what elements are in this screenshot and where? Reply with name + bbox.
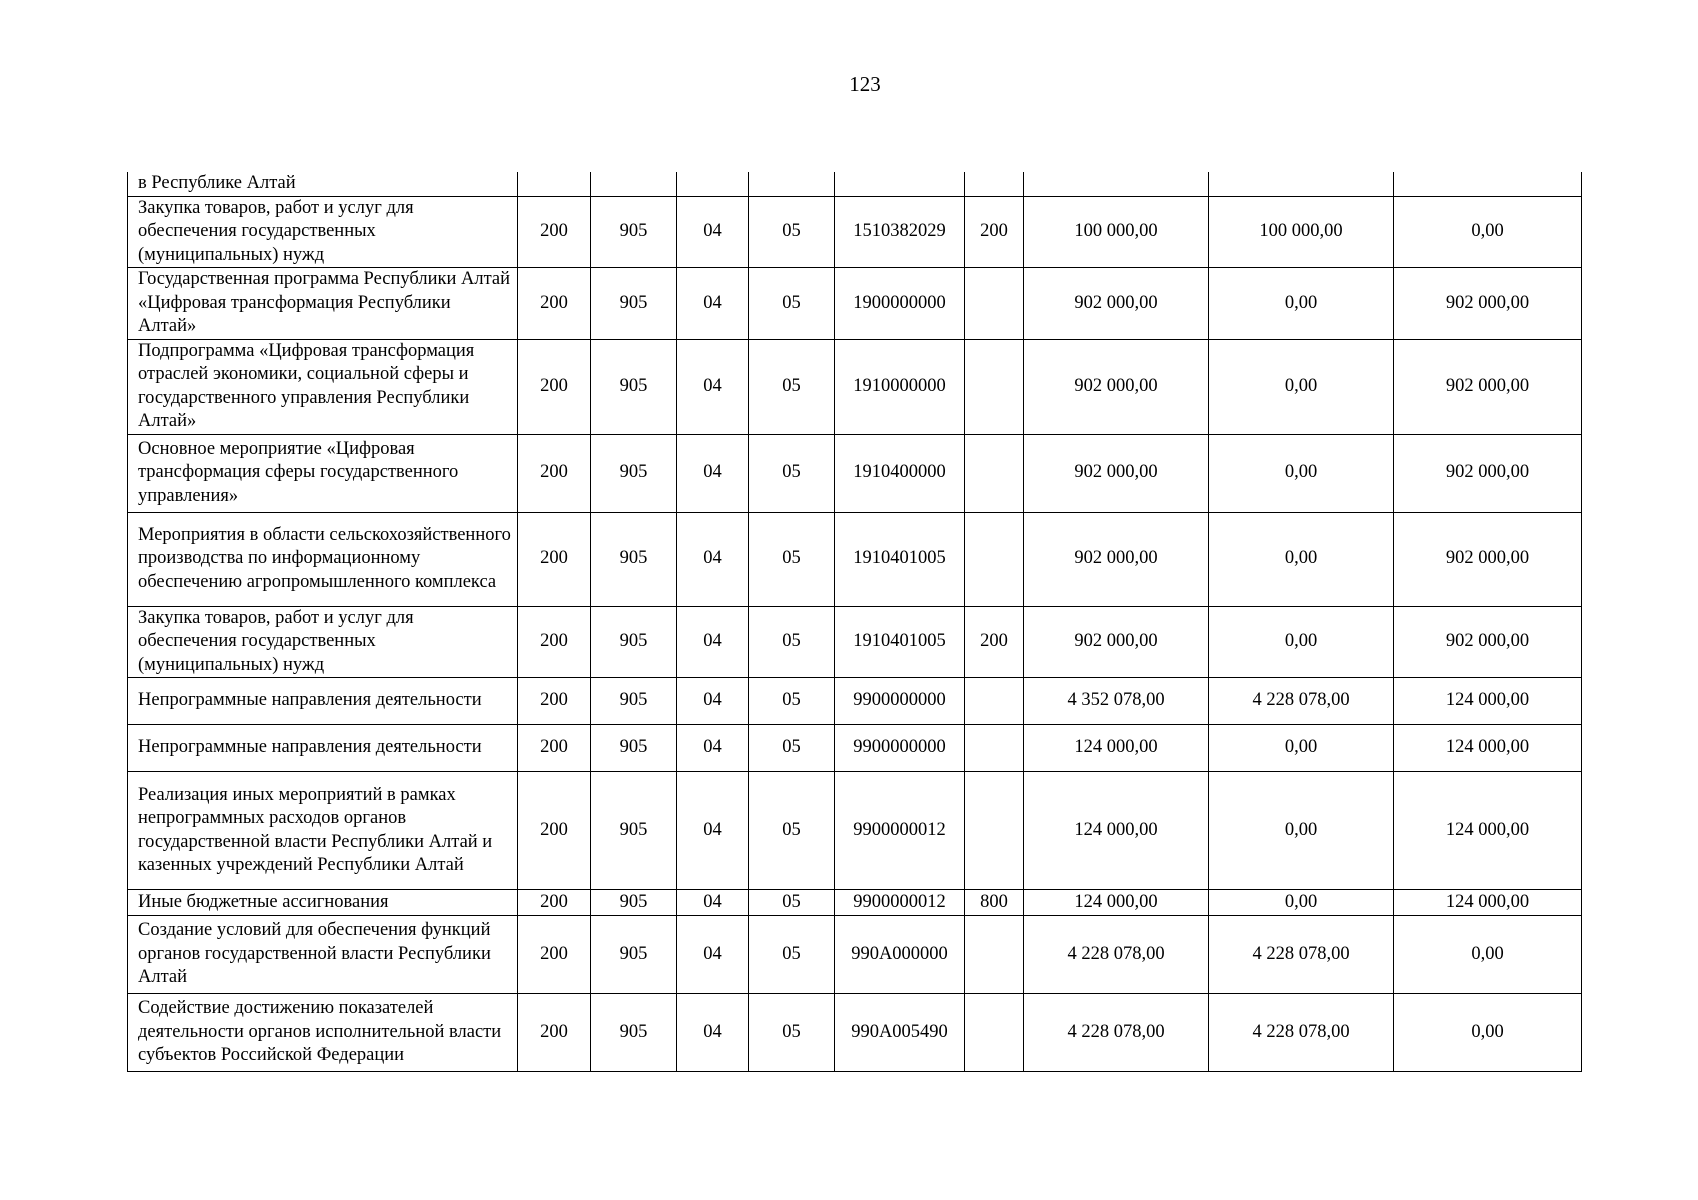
table-row bbox=[128, 916, 1582, 994]
cell-code-4: 05 bbox=[749, 606, 835, 678]
cell-code-2: 905 bbox=[591, 268, 677, 340]
cell-code-2: 905 bbox=[591, 339, 677, 434]
cell-code-6 bbox=[965, 512, 1024, 606]
cell-code-2: 905 bbox=[591, 512, 677, 606]
table-row bbox=[128, 994, 1582, 1072]
cell-code-3: 04 bbox=[677, 678, 749, 725]
row-description: Закупка товаров, работ и услуг для обеспечения государственных (муниципальных) нужд bbox=[128, 606, 518, 678]
cell-code-4: 05 bbox=[749, 196, 835, 268]
cell-amount-1: 124 000,00 bbox=[1024, 772, 1209, 890]
cell-code-1 bbox=[518, 172, 591, 196]
table-row bbox=[128, 172, 1582, 196]
table-row bbox=[128, 434, 1582, 512]
cell-amount-3: 0,00 bbox=[1394, 916, 1582, 994]
cell-code-2: 905 bbox=[591, 678, 677, 725]
page-number: 123 bbox=[849, 72, 881, 96]
cell-code-6: 200 bbox=[965, 196, 1024, 268]
cell-amount-1: 902 000,00 bbox=[1024, 339, 1209, 434]
cell-code-5: 1900000000 bbox=[835, 268, 965, 340]
cell-code-1: 200 bbox=[518, 725, 591, 772]
table-row bbox=[128, 678, 1582, 725]
table-row bbox=[128, 606, 1582, 678]
cell-amount-2: 0,00 bbox=[1209, 772, 1394, 890]
cell-code-1: 200 bbox=[518, 512, 591, 606]
cell-code-3: 04 bbox=[677, 725, 749, 772]
cell-code-2: 905 bbox=[591, 606, 677, 678]
cell-amount-3: 0,00 bbox=[1394, 196, 1582, 268]
cell-code-6 bbox=[965, 678, 1024, 725]
cell-code-6 bbox=[965, 772, 1024, 890]
cell-code-4: 05 bbox=[749, 994, 835, 1072]
cell-code-5: 9900000000 bbox=[835, 725, 965, 772]
cell-amount-3: 0,00 bbox=[1394, 994, 1582, 1072]
cell-code-6 bbox=[965, 268, 1024, 340]
cell-code-1: 200 bbox=[518, 434, 591, 512]
table-row bbox=[128, 772, 1582, 890]
row-description: Подпрограмма «Цифровая трансформация отраслей экономики, социальной сферы и государственного управления Республики Алтай» bbox=[128, 339, 518, 434]
cell-code-1: 200 bbox=[518, 268, 591, 340]
cell-code-1: 200 bbox=[518, 772, 591, 890]
cell-code-1: 200 bbox=[518, 678, 591, 725]
row-description: Мероприятия в области сельскохозяйственного производства по информационному обеспечению агропромышленного комплекса bbox=[128, 512, 518, 606]
cell-code-6 bbox=[965, 339, 1024, 434]
cell-code-2: 905 bbox=[591, 196, 677, 268]
cell-code-3: 04 bbox=[677, 434, 749, 512]
cell-amount-2: 0,00 bbox=[1209, 339, 1394, 434]
cell-code-2: 905 bbox=[591, 725, 677, 772]
cell-amount-3: 902 000,00 bbox=[1394, 268, 1582, 340]
cell-code-4: 05 bbox=[749, 268, 835, 340]
cell-code-5: 9900000012 bbox=[835, 890, 965, 916]
cell-code-1: 200 bbox=[518, 339, 591, 434]
cell-code-3: 04 bbox=[677, 772, 749, 890]
table-row bbox=[128, 512, 1582, 606]
cell-code-5: 1910400000 bbox=[835, 434, 965, 512]
cell-code-6 bbox=[965, 994, 1024, 1072]
cell-amount-1: 4 228 078,00 bbox=[1024, 916, 1209, 994]
cell-code-6: 200 bbox=[965, 606, 1024, 678]
cell-code-4: 05 bbox=[749, 339, 835, 434]
cell-code-3: 04 bbox=[677, 606, 749, 678]
row-description: Создание условий для обеспечения функций органов государственной власти Республики Алтай bbox=[128, 916, 518, 994]
cell-amount-3: 902 000,00 bbox=[1394, 606, 1582, 678]
cell-code-4: 05 bbox=[749, 772, 835, 890]
cell-amount-3: 124 000,00 bbox=[1394, 890, 1582, 916]
row-description: Непрограммные направления деятельности bbox=[128, 725, 518, 772]
cell-code-5: 1910000000 bbox=[835, 339, 965, 434]
row-description: Иные бюджетные ассигнования bbox=[128, 890, 518, 916]
cell-amount-2: 0,00 bbox=[1209, 434, 1394, 512]
cell-code-3: 04 bbox=[677, 916, 749, 994]
cell-amount-2: 4 228 078,00 bbox=[1209, 994, 1394, 1072]
cell-code-1: 200 bbox=[518, 196, 591, 268]
cell-code-4 bbox=[749, 172, 835, 196]
row-description: Основное мероприятие «Цифровая трансформация сферы государственного управления» bbox=[128, 434, 518, 512]
cell-amount-3: 902 000,00 bbox=[1394, 434, 1582, 512]
cell-code-1: 200 bbox=[518, 606, 591, 678]
cell-code-5 bbox=[835, 172, 965, 196]
cell-code-5: 9900000012 bbox=[835, 772, 965, 890]
cell-amount-3 bbox=[1394, 172, 1582, 196]
cell-amount-2: 4 228 078,00 bbox=[1209, 678, 1394, 725]
cell-code-5: 1910401005 bbox=[835, 606, 965, 678]
cell-code-3 bbox=[677, 172, 749, 196]
cell-amount-1: 902 000,00 bbox=[1024, 268, 1209, 340]
cell-code-6 bbox=[965, 916, 1024, 994]
cell-code-5: 9900000000 bbox=[835, 678, 965, 725]
cell-code-6: 800 bbox=[965, 890, 1024, 916]
cell-amount-2: 0,00 bbox=[1209, 890, 1394, 916]
cell-code-5: 990А005490 bbox=[835, 994, 965, 1072]
cell-code-4: 05 bbox=[749, 725, 835, 772]
table-row bbox=[128, 725, 1582, 772]
budget-table bbox=[127, 172, 1582, 1072]
table-row bbox=[128, 196, 1582, 268]
cell-code-5: 990А000000 bbox=[835, 916, 965, 994]
cell-code-2: 905 bbox=[591, 890, 677, 916]
cell-code-3: 04 bbox=[677, 268, 749, 340]
cell-amount-1: 902 000,00 bbox=[1024, 512, 1209, 606]
cell-amount-2: 100 000,00 bbox=[1209, 196, 1394, 268]
cell-amount-2: 0,00 bbox=[1209, 606, 1394, 678]
cell-code-3: 04 bbox=[677, 196, 749, 268]
cell-amount-3: 902 000,00 bbox=[1394, 512, 1582, 606]
cell-code-6 bbox=[965, 725, 1024, 772]
cell-code-3: 04 bbox=[677, 339, 749, 434]
cell-amount-1: 4 228 078,00 bbox=[1024, 994, 1209, 1072]
cell-code-4: 05 bbox=[749, 890, 835, 916]
cell-code-2 bbox=[591, 172, 677, 196]
cell-amount-2: 0,00 bbox=[1209, 725, 1394, 772]
cell-amount-1 bbox=[1024, 172, 1209, 196]
cell-code-1: 200 bbox=[518, 890, 591, 916]
cell-amount-2: 4 228 078,00 bbox=[1209, 916, 1394, 994]
cell-code-2: 905 bbox=[591, 434, 677, 512]
cell-amount-2 bbox=[1209, 172, 1394, 196]
cell-amount-1: 124 000,00 bbox=[1024, 725, 1209, 772]
cell-amount-1: 100 000,00 bbox=[1024, 196, 1209, 268]
cell-code-4: 05 bbox=[749, 678, 835, 725]
cell-code-3: 04 bbox=[677, 512, 749, 606]
cell-amount-1: 4 352 078,00 bbox=[1024, 678, 1209, 725]
cell-amount-3: 124 000,00 bbox=[1394, 772, 1582, 890]
table-row bbox=[128, 339, 1582, 434]
cell-amount-2: 0,00 bbox=[1209, 268, 1394, 340]
cell-code-6 bbox=[965, 434, 1024, 512]
cell-code-4: 05 bbox=[749, 916, 835, 994]
cell-code-4: 05 bbox=[749, 512, 835, 606]
row-description: Содействие достижению показателей деятельности органов исполнительной власти субъектов Российской Федерации bbox=[128, 994, 518, 1072]
cell-code-6 bbox=[965, 172, 1024, 196]
table-row bbox=[128, 268, 1582, 340]
cell-amount-3: 124 000,00 bbox=[1394, 678, 1582, 725]
cell-amount-3: 124 000,00 bbox=[1394, 725, 1582, 772]
cell-code-4: 05 bbox=[749, 434, 835, 512]
row-description: Непрограммные направления деятельности bbox=[128, 678, 518, 725]
cell-amount-1: 902 000,00 bbox=[1024, 606, 1209, 678]
cell-code-3: 04 bbox=[677, 890, 749, 916]
cell-amount-2: 0,00 bbox=[1209, 512, 1394, 606]
cell-code-2: 905 bbox=[591, 772, 677, 890]
cell-code-1: 200 bbox=[518, 916, 591, 994]
cell-amount-3: 902 000,00 bbox=[1394, 339, 1582, 434]
cell-code-3: 04 bbox=[677, 994, 749, 1072]
row-description: в Республике Алтай bbox=[128, 172, 518, 196]
table-row bbox=[128, 890, 1582, 916]
row-description: Закупка товаров, работ и услуг для обеспечения государственных (муниципальных) нужд bbox=[128, 196, 518, 268]
cell-amount-1: 124 000,00 bbox=[1024, 890, 1209, 916]
cell-code-2: 905 bbox=[591, 916, 677, 994]
cell-code-5: 1510382029 bbox=[835, 196, 965, 268]
cell-code-1: 200 bbox=[518, 994, 591, 1072]
cell-code-2: 905 bbox=[591, 994, 677, 1072]
cell-amount-1: 902 000,00 bbox=[1024, 434, 1209, 512]
row-description: Реализация иных мероприятий в рамках непрограммных расходов органов государственной власти Республики Алтай и казенных учреждений Республики Алтай bbox=[128, 772, 518, 890]
cell-code-5: 1910401005 bbox=[835, 512, 965, 606]
table-body bbox=[128, 172, 1582, 1072]
row-description: Государственная программа Республики Алтай «Цифровая трансформация Республики Алтай» bbox=[128, 268, 518, 340]
